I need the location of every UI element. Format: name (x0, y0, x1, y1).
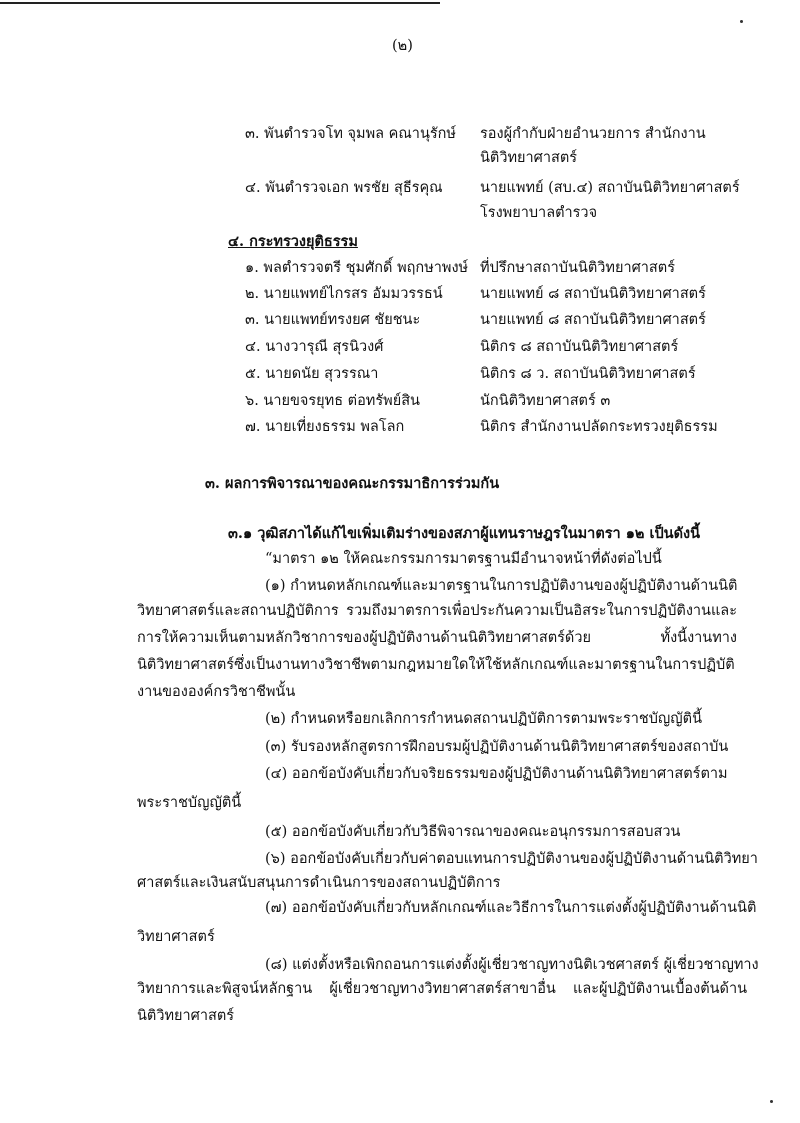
member-position: นายแพทย์ (สบ.๔) สถาบันนิติวิทยาศาสตร์ (480, 180, 740, 196)
top-scan-rule (0, 2, 440, 4)
member-position: นิติกร สำนักงานปลัดกระทรวงยุติธรรม (480, 419, 718, 435)
member-name: ๓. พันตำรวจโท จุมพล คณานุรักษ์ (245, 126, 456, 142)
section-intro: “มาตรา ๑๒ ให้คณะกรรมการมาตรฐานมีอำนาจหน้าที่ดังต่อไปนี้ (265, 551, 662, 567)
clause-item: (๕) ออกข้อบังคับเกี่ยวกับวิธีพิจารณาของคณะอนุกรรมการสอบสวน (265, 824, 681, 840)
member-position: รองผู้กำกับฝ่ายอำนวยการ สำนักงาน (480, 126, 706, 142)
clause-item: (๔) ออกข้อบังคับเกี่ยวกับจริยธรรมของผู้ปฏิบัติงานด้านนิติวิทยาศาสตร์ตาม (265, 766, 728, 782)
member-name: ๗. นายเที่ยงธรรม พลโลก (245, 419, 405, 435)
member-position: นายแพทย์ ๘ สถาบันนิติวิทยาศาสตร์ (480, 312, 706, 328)
clause-item: (๘) แต่งตั้งหรือเพิกถอนการแต่งตั้งผู้เชี่ยวชาญทางนิติเวชศาสตร์ ผู้เชี่ยวชาญทาง (265, 957, 759, 973)
clause-continuation: พระราชบัญญัตินี้ (137, 795, 242, 811)
clause-item: (๓) รับรองหลักสูตรการฝึกอบรมผู้ปฏิบัติงานด้านนิติวิทยาศาสตร์ของสถาบัน (265, 739, 729, 755)
scan-speck (740, 20, 743, 23)
member-position-continued: โรงพยาบาลตำรวจ (480, 205, 598, 221)
member-name: ๔. นางวารุณี สุรนิวงศ์ (245, 339, 384, 355)
clause-continuation: วิทยาการและพิสูจน์หลักฐาน ผู้เชี่ยวชาญทางวิทยาศาสตร์สาขาอื่น และผู้ปฏิบัติงานเบื้องต้นด้านนิติวิทยาศาสตร์ (137, 981, 747, 1024)
clause-item: (๒) กำหนดหรือยกเลิกการกำหนดสถานปฏิบัติการตามพระราชบัญญัตินี้ (265, 711, 702, 727)
member-name: ๓. นายแพทย์ทรงยศ ชัยชนะ (245, 312, 421, 328)
scan-speck (770, 1100, 773, 1103)
clause-continuation: ศาสตร์และเงินสนับสนุนการดำเนินการของสถานปฏิบัติการ (137, 875, 501, 891)
clause-item: (๗) ออกข้อบังคับเกี่ยวกับหลักเกณฑ์และวิธีการในการแต่งตั้งผู้ปฏิบัติงานด้านนิติ (265, 900, 757, 916)
member-name: ๒. นายแพทย์ไกรสร อัมมวรรธน์ (245, 286, 443, 302)
section-heading-justice: ๔. กระทรวงยุติธรรม (228, 233, 358, 250)
member-position: นิติกร ๘ สถาบันนิติวิทยาศาสตร์ (480, 339, 679, 355)
member-position: นายแพทย์ ๘ สถาบันนิติวิทยาศาสตร์ (480, 286, 706, 302)
member-position: นักนิติวิทยาศาสตร์ ๓ (480, 393, 611, 409)
member-position-continued: นิติวิทยาศาสตร์ (480, 150, 578, 166)
member-name: ๔. พันตำรวจเอก พรชัย สุธีรคุณ (245, 180, 443, 196)
clause-item: (๖) ออกข้อบังคับเกี่ยวกับค่าตอบแทนการปฏิบัติงานของผู้ปฏิบัติงานด้านนิติวิทยา (265, 851, 758, 867)
member-name: ๑. พลตำรวจตรี ชุมศักดิ์ พฤกษาพงษ์ (245, 260, 469, 276)
clause-continuation: วิทยาศาสตร์และสถานปฏิบัติการ รวมถึงมาตรการเพื่อประกันความเป็นอิสระในการปฏิบัติงานและการให้ความเห็นตามหลักวิชาการของผู้ปฏิบัติงานด้านนิติวิทยาศาสตร์ด้วย ทั้งนี้งานทางนิติวิทยาศาสตร์ซึ่งเป็นงานทางวิชาชีพตามกฎหมายใดให้ใช้หลักเกณฑ์และมาตรฐานในการปฏิบัติงานขององค์กรวิชาชีพนั้น (137, 603, 737, 700)
subsection-heading: ๓.๑ วุฒิสภาได้แก้ไขเพิ่มเติมร่างของสภาผู้แทนราษฎรในมาตรา ๑๒ เป็นดังนี้ (228, 525, 701, 542)
clause-item: (๑) กำหนดหลักเกณฑ์และมาตรฐานในการปฏิบัติงานของผู้ปฏิบัติงานด้านนิติ (265, 578, 738, 594)
section-heading-results: ๓. ผลการพิจารณาของคณะกรรมาธิการร่วมกัน (205, 475, 500, 492)
clause-continuation: วิทยาศาสตร์ (137, 929, 215, 945)
page-number: (๒) (392, 38, 413, 54)
member-position: นิติกร ๘ ว. สถาบันนิติวิทยาศาสตร์ (480, 366, 696, 382)
member-name: ๖. นายขจรยุทธ ต่อทรัพย์สิน (245, 393, 420, 409)
member-position: ที่ปรึกษาสถาบันนิติวิทยาศาสตร์ (480, 260, 675, 276)
member-name: ๕. นายดนัย สุวรรณา (245, 366, 379, 382)
